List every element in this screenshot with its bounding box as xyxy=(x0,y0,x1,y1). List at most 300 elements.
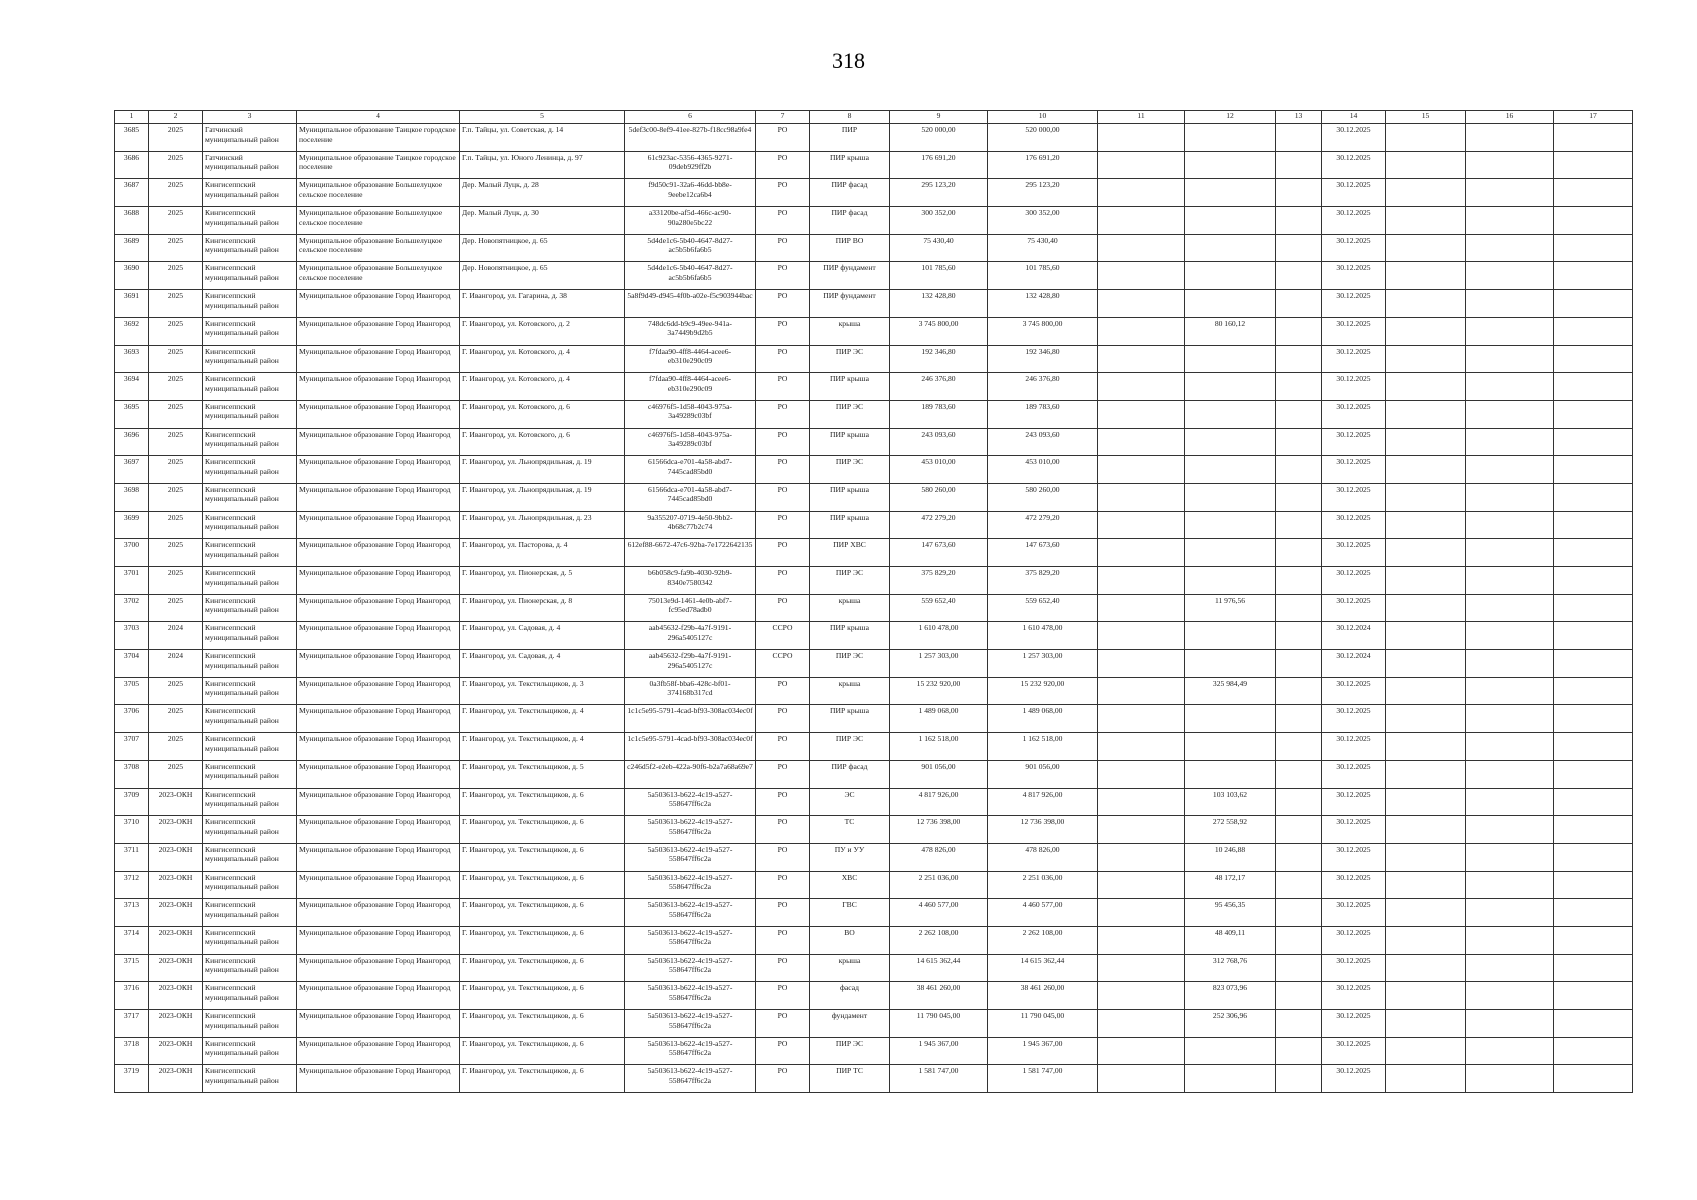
empty-cell xyxy=(1386,179,1466,207)
row-number-cell: 3714 xyxy=(115,926,149,954)
empty-cell xyxy=(1554,400,1633,428)
empty-cell xyxy=(1466,843,1554,871)
house-id-cell: a33120be-af5d-466c-ac90-90a280e5bc22 xyxy=(625,207,756,235)
empty-cell xyxy=(1276,733,1322,761)
empty-cell xyxy=(1554,705,1633,733)
row-number-cell: 3702 xyxy=(115,594,149,622)
empty-cell xyxy=(1276,373,1322,401)
empty-cell xyxy=(1276,760,1322,788)
control-cost-cell: 10 246,88 xyxy=(1185,843,1276,871)
year-cell: 2025 xyxy=(149,262,203,290)
empty-cell xyxy=(1386,207,1466,235)
house-id-cell: 61566dca-e701-4a58-abd7-7445cad85bd0 xyxy=(625,483,756,511)
empty-cell xyxy=(1098,207,1185,235)
empty-cell xyxy=(1554,456,1633,484)
deadline-date-cell: 30.12.2025 xyxy=(1322,567,1386,595)
empty-cell xyxy=(1386,954,1466,982)
address-cell: Г. Ивангород, ул. Садовая, д. 4 xyxy=(460,622,625,650)
empty-cell xyxy=(1276,1065,1322,1093)
year-cell: 2025 xyxy=(149,539,203,567)
register-table xyxy=(114,110,1633,1093)
control-cost-cell xyxy=(1185,179,1276,207)
table-body xyxy=(115,124,1633,1093)
cost-cell: 2 262 108,00 xyxy=(890,926,988,954)
year-cell: 2025 xyxy=(149,207,203,235)
empty-cell xyxy=(1386,788,1466,816)
cost-total-cell: 1 162 518,00 xyxy=(988,733,1098,761)
control-cost-cell: 80 160,12 xyxy=(1185,317,1276,345)
cost-total-cell: 478 826,00 xyxy=(988,843,1098,871)
district-cell: Кингисеппский муниципальный район xyxy=(203,345,297,373)
empty-cell xyxy=(1554,843,1633,871)
work-type-cell: ПИР ТС xyxy=(810,1065,890,1093)
table-row xyxy=(115,760,1633,788)
cost-total-cell: 132 428,80 xyxy=(988,290,1098,318)
empty-cell xyxy=(1554,207,1633,235)
cost-cell: 1 489 068,00 xyxy=(890,705,988,733)
district-cell: Кингисеппский муниципальный район xyxy=(203,1010,297,1038)
empty-cell xyxy=(1554,290,1633,318)
address-cell: Г. Ивангород, ул. Гагарина, д. 38 xyxy=(460,290,625,318)
column-number-header: 11 xyxy=(1098,111,1185,124)
empty-cell xyxy=(1554,899,1633,927)
empty-cell xyxy=(1276,539,1322,567)
row-number-cell: 3695 xyxy=(115,400,149,428)
year-cell: 2023-ОКН xyxy=(149,843,203,871)
deadline-date-cell: 30.12.2025 xyxy=(1322,843,1386,871)
empty-cell xyxy=(1386,124,1466,152)
column-number-header: 5 xyxy=(460,111,625,124)
address-cell: Г. Ивангород, ул. Текстильщиков, д. 6 xyxy=(460,954,625,982)
cost-cell: 75 430,40 xyxy=(890,234,988,262)
cost-total-cell: 243 093,60 xyxy=(988,428,1098,456)
empty-cell xyxy=(1276,1037,1322,1065)
empty-cell xyxy=(1466,262,1554,290)
column-number-header: 3 xyxy=(203,111,297,124)
row-number-cell: 3701 xyxy=(115,567,149,595)
cost-total-cell: 559 652,40 xyxy=(988,594,1098,622)
work-type-cell: фундамент xyxy=(810,1010,890,1038)
empty-cell xyxy=(1098,483,1185,511)
deadline-date-cell: 30.12.2025 xyxy=(1322,677,1386,705)
year-cell: 2023-ОКН xyxy=(149,1037,203,1065)
fund-type-cell: РО xyxy=(756,760,810,788)
year-cell: 2025 xyxy=(149,733,203,761)
year-cell: 2023-ОКН xyxy=(149,899,203,927)
municipality-cell: Муниципальное образование Город Ивангород xyxy=(297,871,460,899)
column-number-header: 4 xyxy=(297,111,460,124)
district-cell: Гатчинский муниципальный район xyxy=(203,151,297,179)
year-cell: 2023-ОКН xyxy=(149,871,203,899)
empty-cell xyxy=(1466,733,1554,761)
municipality-cell: Муниципальное образование Город Ивангород xyxy=(297,733,460,761)
empty-cell xyxy=(1098,400,1185,428)
table-row xyxy=(115,954,1633,982)
control-cost-cell xyxy=(1185,151,1276,179)
column-number-header: 2 xyxy=(149,111,203,124)
municipality-cell: Муниципальное образование Город Ивангород xyxy=(297,345,460,373)
fund-type-cell: РО xyxy=(756,677,810,705)
table-row xyxy=(115,207,1633,235)
empty-cell xyxy=(1098,428,1185,456)
empty-cell xyxy=(1098,982,1185,1010)
empty-cell xyxy=(1554,1010,1633,1038)
fund-type-cell: РО xyxy=(756,1010,810,1038)
fund-type-cell: РО xyxy=(756,705,810,733)
house-id-cell: 5a503613-b622-4c19-a527-558647ff6c2a xyxy=(625,1065,756,1093)
municipality-cell: Муниципальное образование Город Ивангород xyxy=(297,843,460,871)
row-number-cell: 3713 xyxy=(115,899,149,927)
house-id-cell: 5a503613-b622-4c19-a527-558647ff6c2a xyxy=(625,1037,756,1065)
cost-total-cell: 2 251 036,00 xyxy=(988,871,1098,899)
empty-cell xyxy=(1098,760,1185,788)
cost-total-cell: 901 056,00 xyxy=(988,760,1098,788)
empty-cell xyxy=(1276,456,1322,484)
empty-cell xyxy=(1466,760,1554,788)
control-cost-cell xyxy=(1185,622,1276,650)
address-cell: Г. Ивангород, ул. Текстильщиков, д. 6 xyxy=(460,899,625,927)
address-cell: Г. Ивангород, ул. Текстильщиков, д. 4 xyxy=(460,705,625,733)
house-id-cell: 5a503613-b622-4c19-a527-558647ff6c2a xyxy=(625,926,756,954)
cost-cell: 559 652,40 xyxy=(890,594,988,622)
fund-type-cell: РО xyxy=(756,1037,810,1065)
empty-cell xyxy=(1098,234,1185,262)
control-cost-cell xyxy=(1185,345,1276,373)
empty-cell xyxy=(1098,1065,1185,1093)
column-number-header: 12 xyxy=(1185,111,1276,124)
control-cost-cell: 48 172,17 xyxy=(1185,871,1276,899)
district-cell: Кингисеппский муниципальный район xyxy=(203,982,297,1010)
house-id-cell: c46976f5-1d58-4043-975a-3a49289c03bf xyxy=(625,400,756,428)
control-cost-cell xyxy=(1185,760,1276,788)
deadline-date-cell: 30.12.2025 xyxy=(1322,207,1386,235)
house-id-cell: f7fdaa90-4ff8-4464-acee6-eb310e290c09 xyxy=(625,373,756,401)
cost-total-cell: 38 461 260,00 xyxy=(988,982,1098,1010)
table-row xyxy=(115,650,1633,678)
control-cost-cell xyxy=(1185,567,1276,595)
district-cell: Кингисеппский муниципальный район xyxy=(203,373,297,401)
fund-type-cell: РО xyxy=(756,400,810,428)
house-id-cell: 61c923ac-5356-4365-9271-09deb929ff2b xyxy=(625,151,756,179)
district-cell: Кингисеппский муниципальный район xyxy=(203,594,297,622)
fund-type-cell: РО xyxy=(756,871,810,899)
work-type-cell: ПИР крыша xyxy=(810,151,890,179)
municipality-cell: Муниципальное образование Город Ивангород xyxy=(297,899,460,927)
address-cell: Г. Ивангород, ул. Пионерская, д. 5 xyxy=(460,567,625,595)
cost-total-cell: 192 346,80 xyxy=(988,345,1098,373)
district-cell: Кингисеппский муниципальный район xyxy=(203,622,297,650)
fund-type-cell: РО xyxy=(756,290,810,318)
deadline-date-cell: 30.12.2025 xyxy=(1322,539,1386,567)
address-cell: Дер. Малый Луцк, д. 28 xyxy=(460,179,625,207)
cost-cell: 4 817 926,00 xyxy=(890,788,988,816)
column-number-header: 15 xyxy=(1386,111,1466,124)
empty-cell xyxy=(1098,290,1185,318)
cost-total-cell: 14 615 362,44 xyxy=(988,954,1098,982)
district-cell: Кингисеппский муниципальный район xyxy=(203,926,297,954)
work-type-cell: ХВС xyxy=(810,871,890,899)
address-cell: Дер. Новопятницкое, д. 65 xyxy=(460,262,625,290)
fund-type-cell: РО xyxy=(756,428,810,456)
address-cell: Дер. Малый Луцк, д. 30 xyxy=(460,207,625,235)
house-id-cell: 0a3fb58f-bba6-428c-bf01-374168b317cd xyxy=(625,677,756,705)
house-id-cell: 5a503613-b622-4c19-a527-558647ff6c2a xyxy=(625,899,756,927)
row-number-cell: 3706 xyxy=(115,705,149,733)
table-row xyxy=(115,1037,1633,1065)
control-cost-cell xyxy=(1185,207,1276,235)
deadline-date-cell: 30.12.2025 xyxy=(1322,151,1386,179)
year-cell: 2025 xyxy=(149,317,203,345)
row-number-cell: 3692 xyxy=(115,317,149,345)
address-cell: Дер. Новопятницкое, д. 65 xyxy=(460,234,625,262)
cost-cell: 11 790 045,00 xyxy=(890,1010,988,1038)
control-cost-cell: 11 976,56 xyxy=(1185,594,1276,622)
table-row xyxy=(115,705,1633,733)
year-cell: 2025 xyxy=(149,456,203,484)
empty-cell xyxy=(1466,317,1554,345)
cost-cell: 580 260,00 xyxy=(890,483,988,511)
empty-cell xyxy=(1098,373,1185,401)
district-cell: Кингисеппский муниципальный район xyxy=(203,456,297,484)
work-type-cell: ПИР фасад xyxy=(810,207,890,235)
year-cell: 2023-ОКН xyxy=(149,954,203,982)
table-row xyxy=(115,151,1633,179)
empty-cell xyxy=(1098,705,1185,733)
row-number-cell: 3718 xyxy=(115,1037,149,1065)
empty-cell xyxy=(1276,622,1322,650)
row-number-cell: 3687 xyxy=(115,179,149,207)
control-cost-cell xyxy=(1185,400,1276,428)
control-cost-cell xyxy=(1185,456,1276,484)
row-number-cell: 3708 xyxy=(115,760,149,788)
deadline-date-cell: 30.12.2025 xyxy=(1322,373,1386,401)
fund-type-cell: РО xyxy=(756,207,810,235)
row-number-cell: 3688 xyxy=(115,207,149,235)
cost-cell: 132 428,80 xyxy=(890,290,988,318)
row-number-cell: 3703 xyxy=(115,622,149,650)
address-cell: Г. Ивангород, ул. Котовского, д. 6 xyxy=(460,400,625,428)
row-number-cell: 3717 xyxy=(115,1010,149,1038)
empty-cell xyxy=(1386,290,1466,318)
control-cost-cell: 325 984,49 xyxy=(1185,677,1276,705)
deadline-date-cell: 30.12.2024 xyxy=(1322,622,1386,650)
column-number-header: 9 xyxy=(890,111,988,124)
fund-type-cell: РО xyxy=(756,262,810,290)
cost-cell: 901 056,00 xyxy=(890,760,988,788)
deadline-date-cell: 30.12.2025 xyxy=(1322,1065,1386,1093)
empty-cell xyxy=(1098,151,1185,179)
table-row xyxy=(115,428,1633,456)
fund-type-cell: РО xyxy=(756,926,810,954)
empty-cell xyxy=(1276,290,1322,318)
empty-cell xyxy=(1098,1037,1185,1065)
empty-cell xyxy=(1466,151,1554,179)
house-id-cell: 5a8f9d49-d945-4f0b-a02e-f5c903944bac xyxy=(625,290,756,318)
empty-cell xyxy=(1466,871,1554,899)
empty-cell xyxy=(1276,567,1322,595)
fund-type-cell: РО xyxy=(756,982,810,1010)
empty-cell xyxy=(1098,816,1185,844)
district-cell: Кингисеппский муниципальный район xyxy=(203,317,297,345)
year-cell: 2025 xyxy=(149,567,203,595)
empty-cell xyxy=(1466,788,1554,816)
table-row xyxy=(115,733,1633,761)
control-cost-cell: 95 456,35 xyxy=(1185,899,1276,927)
row-number-cell: 3704 xyxy=(115,650,149,678)
deadline-date-cell: 30.12.2025 xyxy=(1322,926,1386,954)
municipality-cell: Муниципальное образование Город Ивангород xyxy=(297,594,460,622)
table-row xyxy=(115,926,1633,954)
municipality-cell: Муниципальное образование Город Ивангород xyxy=(297,622,460,650)
empty-cell xyxy=(1466,1037,1554,1065)
empty-cell xyxy=(1554,954,1633,982)
empty-cell xyxy=(1386,373,1466,401)
empty-cell xyxy=(1386,982,1466,1010)
fund-type-cell: РО xyxy=(756,124,810,152)
district-cell: Кингисеппский муниципальный район xyxy=(203,400,297,428)
cost-total-cell: 3 745 800,00 xyxy=(988,317,1098,345)
fund-type-cell: РО xyxy=(756,954,810,982)
district-cell: Кингисеппский муниципальный район xyxy=(203,733,297,761)
column-number-header: 14 xyxy=(1322,111,1386,124)
cost-total-cell: 11 790 045,00 xyxy=(988,1010,1098,1038)
cost-cell: 14 615 362,44 xyxy=(890,954,988,982)
empty-cell xyxy=(1276,511,1322,539)
cost-cell: 243 093,60 xyxy=(890,428,988,456)
control-cost-cell xyxy=(1185,483,1276,511)
address-cell: Г. Ивангород, ул. Текстильщиков, д. 6 xyxy=(460,816,625,844)
empty-cell xyxy=(1554,788,1633,816)
deadline-date-cell: 30.12.2025 xyxy=(1322,1010,1386,1038)
empty-cell xyxy=(1466,650,1554,678)
cost-cell: 3 745 800,00 xyxy=(890,317,988,345)
empty-cell xyxy=(1276,982,1322,1010)
empty-cell xyxy=(1554,567,1633,595)
empty-cell xyxy=(1466,207,1554,235)
municipality-cell: Муниципальное образование Большелуцкое сельское поселение xyxy=(297,179,460,207)
cost-total-cell: 1 945 367,00 xyxy=(988,1037,1098,1065)
municipality-cell: Муниципальное образование Город Ивангород xyxy=(297,760,460,788)
fund-type-cell: РО xyxy=(756,345,810,373)
cost-cell: 38 461 260,00 xyxy=(890,982,988,1010)
municipality-cell: Муниципальное образование Город Ивангород xyxy=(297,705,460,733)
municipality-cell: Муниципальное образование Город Ивангород xyxy=(297,982,460,1010)
table-row xyxy=(115,539,1633,567)
empty-cell xyxy=(1276,871,1322,899)
cost-total-cell: 453 010,00 xyxy=(988,456,1098,484)
table-row xyxy=(115,456,1633,484)
empty-cell xyxy=(1466,428,1554,456)
address-cell: Г. Ивангород, ул. Текстильщиков, д. 6 xyxy=(460,871,625,899)
empty-cell xyxy=(1386,705,1466,733)
cost-total-cell: 580 260,00 xyxy=(988,483,1098,511)
deadline-date-cell: 30.12.2025 xyxy=(1322,982,1386,1010)
empty-cell xyxy=(1276,483,1322,511)
row-number-cell: 3700 xyxy=(115,539,149,567)
district-cell: Кингисеппский муниципальный район xyxy=(203,788,297,816)
empty-cell xyxy=(1276,954,1322,982)
cost-total-cell: 1 489 068,00 xyxy=(988,705,1098,733)
empty-cell xyxy=(1386,760,1466,788)
empty-cell xyxy=(1554,760,1633,788)
empty-cell xyxy=(1466,345,1554,373)
district-cell: Кингисеппский муниципальный район xyxy=(203,871,297,899)
empty-cell xyxy=(1276,345,1322,373)
address-cell: Г. Ивангород, ул. Котовского, д. 2 xyxy=(460,317,625,345)
empty-cell xyxy=(1466,705,1554,733)
address-cell: Г. Ивангород, ул. Текстильщиков, д. 6 xyxy=(460,982,625,1010)
work-type-cell: ВО xyxy=(810,926,890,954)
empty-cell xyxy=(1554,345,1633,373)
column-number-header: 7 xyxy=(756,111,810,124)
empty-cell xyxy=(1276,234,1322,262)
empty-cell xyxy=(1466,179,1554,207)
cost-cell: 375 829,20 xyxy=(890,567,988,595)
fund-type-cell: РО xyxy=(756,539,810,567)
row-number-cell: 3696 xyxy=(115,428,149,456)
work-type-cell: ТС xyxy=(810,816,890,844)
municipality-cell: Муниципальное образование Город Ивангород xyxy=(297,1065,460,1093)
row-number-cell: 3715 xyxy=(115,954,149,982)
house-id-cell: c246d5f2-e2eb-422a-90f6-b2a7a68a69e7 xyxy=(625,760,756,788)
empty-cell xyxy=(1554,317,1633,345)
empty-cell xyxy=(1554,539,1633,567)
address-cell: Г.п. Тайцы, ул. Советская, д. 14 xyxy=(460,124,625,152)
house-id-cell: 5a503613-b622-4c19-a527-558647ff6c2a xyxy=(625,954,756,982)
year-cell: 2023-ОКН xyxy=(149,816,203,844)
deadline-date-cell: 30.12.2025 xyxy=(1322,179,1386,207)
work-type-cell: ПИР ВО xyxy=(810,234,890,262)
year-cell: 2025 xyxy=(149,179,203,207)
address-cell: Г. Ивангород, ул. Текстильщиков, д. 6 xyxy=(460,926,625,954)
row-number-cell: 3707 xyxy=(115,733,149,761)
empty-cell xyxy=(1276,677,1322,705)
table-row xyxy=(115,594,1633,622)
empty-cell xyxy=(1386,511,1466,539)
empty-cell xyxy=(1276,1010,1322,1038)
empty-cell xyxy=(1554,151,1633,179)
municipality-cell: Муниципальное образование Город Ивангород xyxy=(297,511,460,539)
municipality-cell: Муниципальное образование Город Ивангород xyxy=(297,317,460,345)
district-cell: Кингисеппский муниципальный район xyxy=(203,290,297,318)
district-cell: Кингисеппский муниципальный район xyxy=(203,567,297,595)
district-cell: Кингисеппский муниципальный район xyxy=(203,1037,297,1065)
control-cost-cell xyxy=(1185,1037,1276,1065)
fund-type-cell: РО xyxy=(756,816,810,844)
address-cell: Г. Ивангород, ул. Льнопрядильная, д. 19 xyxy=(460,483,625,511)
empty-cell xyxy=(1466,124,1554,152)
empty-cell xyxy=(1466,622,1554,650)
table-row xyxy=(115,345,1633,373)
cost-cell: 520 000,00 xyxy=(890,124,988,152)
cost-total-cell: 4 460 577,00 xyxy=(988,899,1098,927)
house-id-cell: 5a503613-b622-4c19-a527-558647ff6c2a xyxy=(625,788,756,816)
control-cost-cell: 103 103,62 xyxy=(1185,788,1276,816)
empty-cell xyxy=(1386,1065,1466,1093)
cost-total-cell: 1 257 303,00 xyxy=(988,650,1098,678)
work-type-cell: ПИР ЭС xyxy=(810,456,890,484)
empty-cell xyxy=(1386,234,1466,262)
empty-cell xyxy=(1554,234,1633,262)
work-type-cell: ЭС xyxy=(810,788,890,816)
district-cell: Кингисеппский муниципальный район xyxy=(203,207,297,235)
cost-cell: 147 673,60 xyxy=(890,539,988,567)
table-row xyxy=(115,843,1633,871)
cost-total-cell: 176 691,20 xyxy=(988,151,1098,179)
empty-cell xyxy=(1386,539,1466,567)
deadline-date-cell: 30.12.2025 xyxy=(1322,899,1386,927)
table-row xyxy=(115,234,1633,262)
